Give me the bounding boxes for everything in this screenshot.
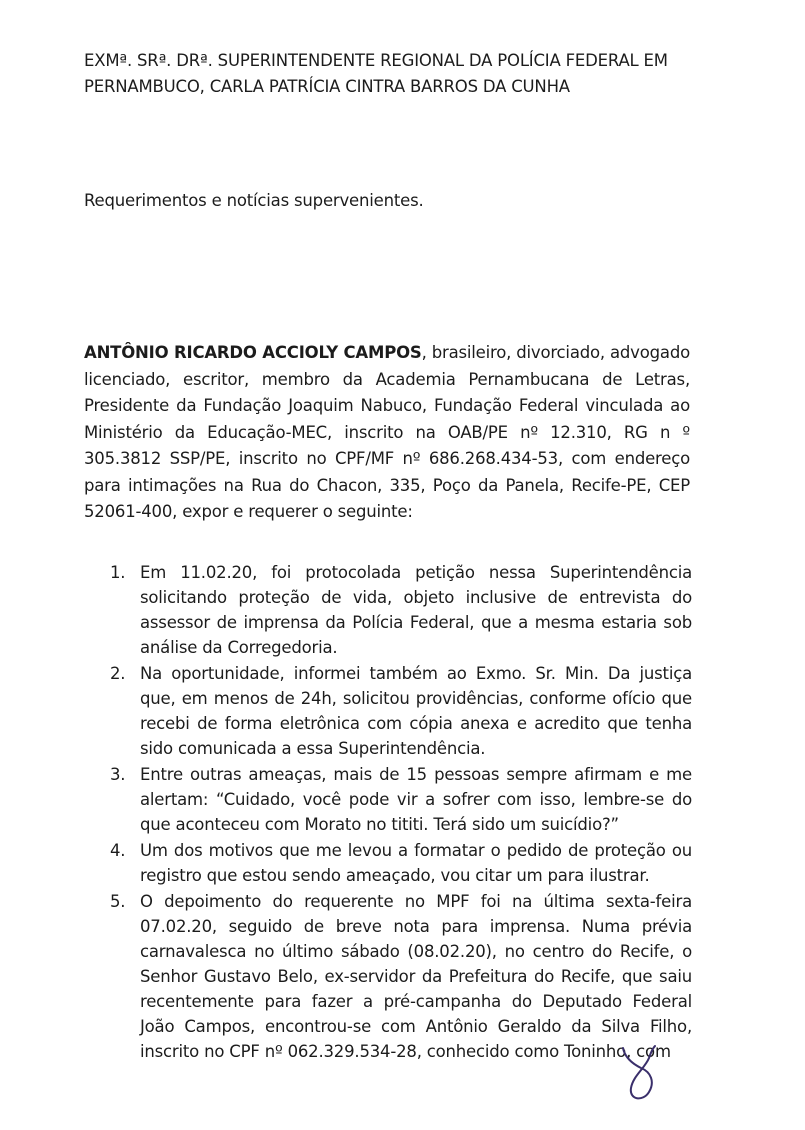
list-item [100, 889, 692, 1064]
petitioner-qualification: , brasileiro, divorciado, advogado licenciado, escritor, membro da Academia Pernambucana de Letras, Presidente da Fundação Joaquim Nabuco, Fundação Federal vinculada ao Ministério da Educação-MEC, inscrito na OAB/PE nº 12.310, RG n º 305.3812 SSP/PE, inscrito no CPF/MF nº 686.268.434-53, com endereço para intimações na Rua do Chacon, 335, Poço da Panela, Recife-PE, CEP 52061-400, expor e requerer o seguinte: [84, 343, 690, 521]
list-item-number: 5. [110, 892, 126, 911]
list-item-text: Entre outras ameaças, mais de 15 pessoas sempre afirmam e me alertam: “Cuidado, você pode vir a sofrer com isso, lembre-se do que aconteceu com Morato no tititi. Terá sido um suicídio?” [140, 765, 692, 834]
list-item-number: 2. [110, 664, 126, 683]
list-item [100, 661, 692, 761]
petitioner-name: ANTÔNIO RICARDO ACCIOLY CAMPOS [84, 343, 422, 362]
list-item-text: Em 11.02.20, foi protocolada petição nessa Superintendência solicitando proteção de vida, objeto inclusive de entrevista do assessor de imprensa da Polícia Federal, que a mesma estaria sob análise da Corregedoria. [140, 563, 692, 657]
signature-stroke [623, 1046, 655, 1098]
list-item-number: 4. [110, 841, 126, 860]
list-item [100, 838, 692, 888]
list-item [100, 560, 692, 660]
addressee-header [84, 48, 724, 100]
addressee-line-2: PERNAMBUCO, CARLA PATRÍCIA CINTRA BARROS DA CUNHA [84, 77, 570, 96]
list-item [100, 762, 692, 837]
addressee-line-1: EXMª. SRª. DRª. SUPERINTENDENTE REGIONAL DA POLÍCIA FEDERAL EM [84, 51, 668, 70]
subject-line: Requerimentos e notícias supervenientes. [84, 191, 424, 210]
initials-signature [615, 1042, 665, 1106]
list-item-text: O depoimento do requerente no MPF foi na última sexta-feira 07.02.20, seguido de breve nota para imprensa. Numa prévia carnavalesca no último sábado (08.02.20), no centro do Recife, o Senhor Gustavo Belo, ex-servidor da Prefeitura do Recife, que saiu recentemente para fazer a pré-campanha do Deputado Federal João Campos, encontrou-se com Antônio Geraldo da Silva Filho, inscrito no CPF nº 062.329.534-28, conhecido como Toninho, com [140, 892, 692, 1061]
list-item-number: 1. [110, 563, 126, 582]
list-item-text: Na oportunidade, informei também ao Exmo. Sr. Min. Da justiça que, em menos de 24h, solicitou providências, conforme ofício que recebi de forma eletrônica com cópia anexa e acredito que tenha sido comunicada a essa Superintendência. [140, 664, 692, 758]
list-item-text: Um dos motivos que me levou a formatar o pedido de proteção ou registro que estou sendo ameaçado, vou citar um para ilustrar. [140, 841, 692, 885]
intro-paragraph [84, 340, 690, 526]
numbered-list [100, 560, 692, 1065]
list-item-number: 3. [110, 765, 126, 784]
